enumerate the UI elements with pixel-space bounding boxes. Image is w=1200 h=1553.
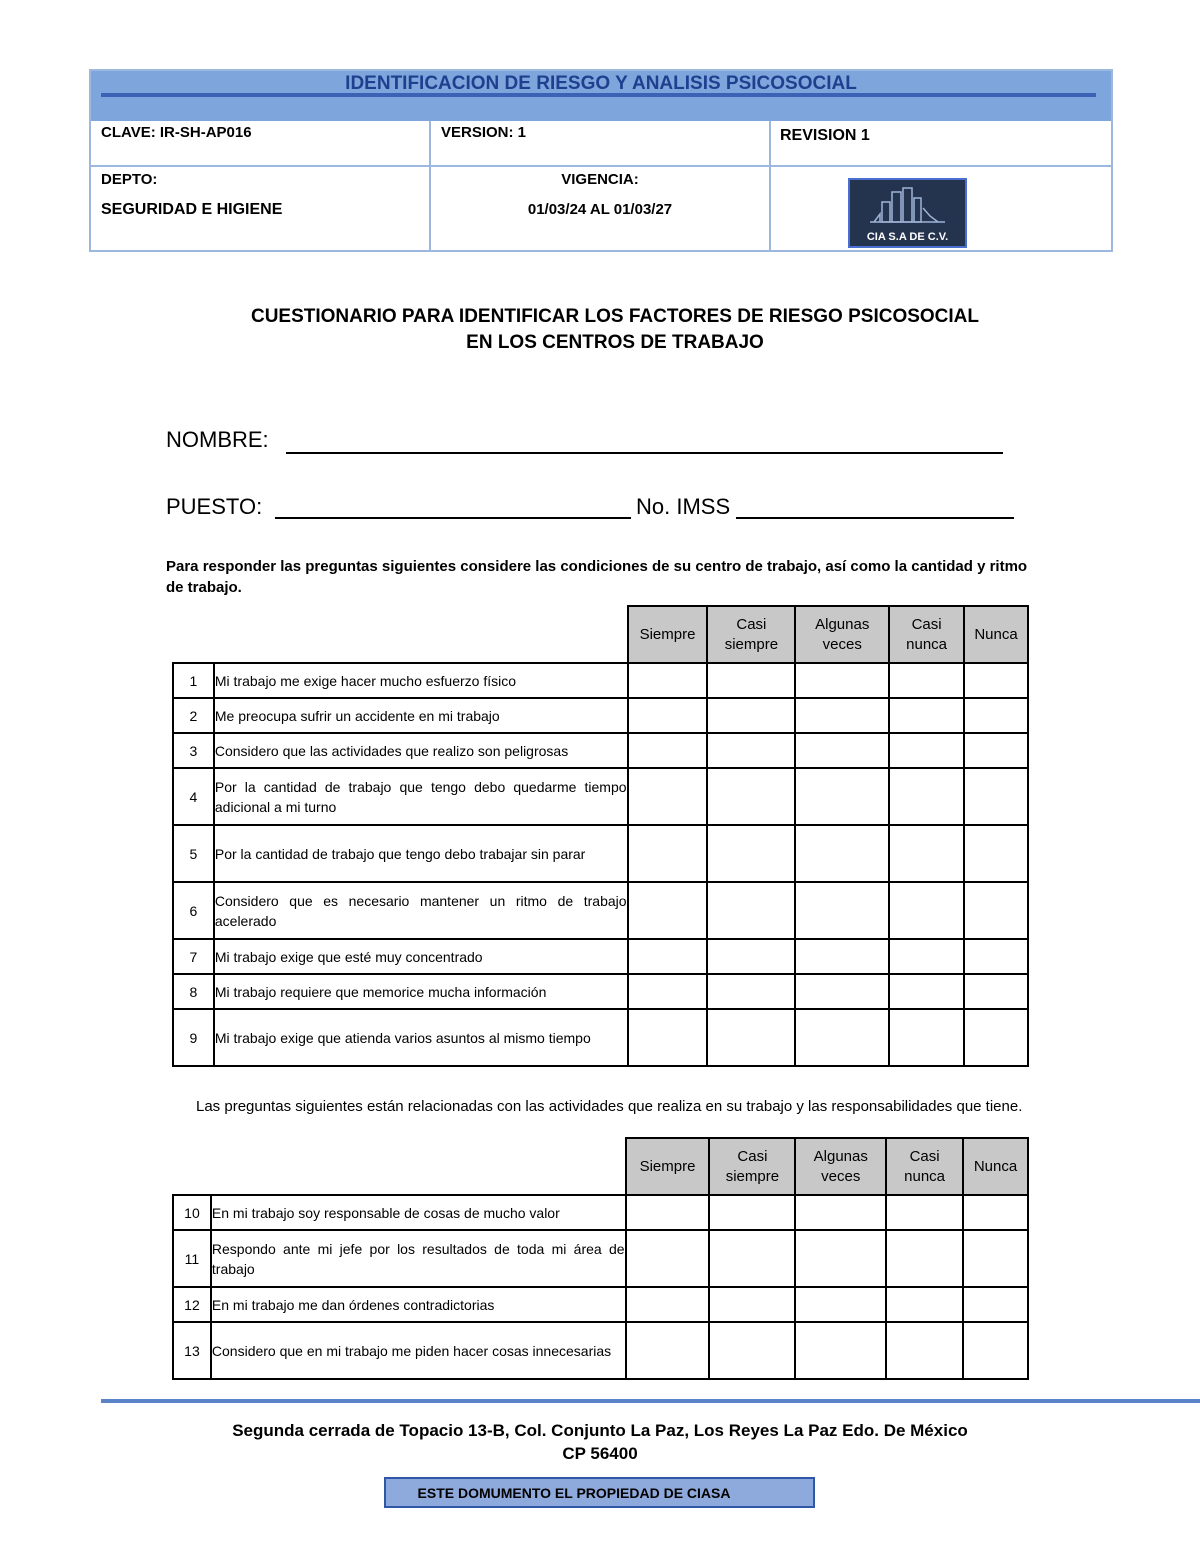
answer-nunca[interactable] <box>964 733 1028 768</box>
answer-nunca[interactable] <box>963 1230 1028 1287</box>
question-number: 12 <box>173 1287 211 1322</box>
nombre-label: NOMBRE: <box>166 427 269 452</box>
table-row <box>173 1287 1028 1322</box>
answer-casi-siempre[interactable] <box>707 768 795 825</box>
answer-nunca[interactable] <box>964 1009 1028 1066</box>
answer-algunas-veces[interactable] <box>795 939 889 974</box>
answer-casi-siempre[interactable] <box>707 882 795 939</box>
answer-algunas-veces[interactable] <box>795 1287 886 1322</box>
answer-siempre[interactable] <box>626 1322 710 1379</box>
col-casi-nunca: Casi nunca <box>886 1138 963 1195</box>
imss-field[interactable] <box>736 517 1014 519</box>
footer-address <box>170 1419 1030 1465</box>
question-text: Mi trabajo exige que esté muy concentrado <box>214 939 628 974</box>
answer-casi-siempre[interactable] <box>709 1322 795 1379</box>
question-text: En mi trabajo me dan órdenes contradictorias <box>211 1287 626 1322</box>
answer-casi-nunca[interactable] <box>889 698 964 733</box>
answer-casi-siempre[interactable] <box>709 1195 795 1230</box>
answer-casi-nunca[interactable] <box>886 1195 963 1230</box>
answer-siempre[interactable] <box>626 1195 710 1230</box>
answer-siempre[interactable] <box>626 1287 710 1322</box>
table-row <box>173 825 1028 882</box>
col-casi-nunca: Casi nunca <box>889 606 964 663</box>
table-row <box>173 733 1028 768</box>
col-nunca: Nunca <box>963 1138 1028 1195</box>
document-title-line2: EN LOS CENTROS DE TRABAJO <box>466 332 764 353</box>
question-number: 11 <box>173 1230 211 1287</box>
table-row <box>173 698 1028 733</box>
col-siempre: Siempre <box>626 1138 710 1195</box>
answer-siempre[interactable] <box>628 733 708 768</box>
answer-casi-siempre[interactable] <box>707 733 795 768</box>
answer-siempre[interactable] <box>626 1230 710 1287</box>
nombre-field[interactable] <box>286 452 1003 454</box>
answer-algunas-veces[interactable] <box>795 1009 889 1066</box>
answer-casi-siempre[interactable] <box>707 698 795 733</box>
answer-siempre[interactable] <box>628 939 708 974</box>
answer-algunas-veces[interactable] <box>795 1195 886 1230</box>
header-blank <box>173 1138 211 1195</box>
answer-casi-nunca[interactable] <box>889 663 964 698</box>
header-title: IDENTIFICACION DE RIESGO Y ANALISIS PSICOSOCIAL <box>345 73 857 94</box>
answer-algunas-veces[interactable] <box>795 1322 886 1379</box>
footer-rule <box>101 1399 1200 1403</box>
question-text: Mi trabajo requiere que memorice mucha información <box>214 974 628 1009</box>
answer-nunca[interactable] <box>964 663 1028 698</box>
answer-nunca[interactable] <box>963 1195 1028 1230</box>
question-text: Considero que es necesario mantener un ritmo de trabajo acelerado <box>214 882 628 939</box>
col-algunas-veces: Algunas veces <box>795 1138 886 1195</box>
footer-address-line2: CP 56400 <box>562 1444 638 1463</box>
imss-label: No. IMSS <box>636 494 731 519</box>
question-text: Por la cantidad de trabajo que tengo debo trabajar sin parar <box>214 825 628 882</box>
col-siempre: Siempre <box>628 606 708 663</box>
answer-algunas-veces[interactable] <box>795 698 889 733</box>
question-text: Respondo ante mi jefe por los resultados de toda mi área de trabajo <box>211 1230 626 1287</box>
answer-casi-nunca[interactable] <box>889 733 964 768</box>
question-number: 8 <box>173 974 214 1009</box>
table-row <box>173 1009 1028 1066</box>
answer-siempre[interactable] <box>628 698 708 733</box>
table-row <box>173 1195 1028 1230</box>
answer-siempre[interactable] <box>628 663 708 698</box>
answer-casi-siempre[interactable] <box>707 939 795 974</box>
answer-casi-nunca[interactable] <box>886 1230 963 1287</box>
answer-nunca[interactable] <box>963 1322 1028 1379</box>
table-row <box>173 663 1028 698</box>
question-text: Me preocupa sufrir un accidente en mi trabajo <box>214 698 628 733</box>
revision-cell <box>771 121 1111 167</box>
question-text: Considero que en mi trabajo me piden hacer cosas innecesarias <box>211 1322 626 1379</box>
answer-nunca[interactable] <box>964 698 1028 733</box>
question-text: Mi trabajo exige que atienda varios asuntos al mismo tiempo <box>214 1009 628 1066</box>
answer-algunas-veces[interactable] <box>795 768 889 825</box>
col-algunas-veces: Algunas veces <box>795 606 889 663</box>
question-number: 2 <box>173 698 214 733</box>
answer-nunca[interactable] <box>964 768 1028 825</box>
answer-casi-nunca[interactable] <box>886 1322 963 1379</box>
depto-value: SEGURIDAD E HIGIENE <box>101 201 283 218</box>
answer-casi-nunca[interactable] <box>889 974 964 1009</box>
question-text: Por la cantidad de trabajo que tengo debo quedarme tiempo adicional a mi turno <box>214 768 628 825</box>
answer-casi-nunca[interactable] <box>889 768 964 825</box>
question-number: 4 <box>173 768 214 825</box>
answer-nunca[interactable] <box>964 974 1028 1009</box>
table-row <box>173 1230 1028 1287</box>
answer-algunas-veces[interactable] <box>795 663 889 698</box>
answer-nunca[interactable] <box>964 939 1028 974</box>
clave-cell <box>91 121 431 167</box>
answer-casi-siempre[interactable] <box>709 1230 795 1287</box>
answer-casi-nunca[interactable] <box>889 882 964 939</box>
col-casi-siempre: Casi siempre <box>707 606 795 663</box>
answer-casi-siempre[interactable] <box>707 974 795 1009</box>
answer-algunas-veces[interactable] <box>795 882 889 939</box>
answer-nunca[interactable] <box>963 1287 1028 1322</box>
col-nunca: Nunca <box>964 606 1028 663</box>
answer-casi-nunca[interactable] <box>889 825 964 882</box>
footer-address-line1: Segunda cerrada de Topacio 13-B, Col. Conjunto La Paz, Los Reyes La Paz Edo. De México <box>232 1421 968 1440</box>
answer-siempre[interactable] <box>628 882 708 939</box>
question-number: 5 <box>173 825 214 882</box>
instructions: Para responder las preguntas siguientes considere las condiciones de su centro de trabajo, así como la cantidad y ritmo de trabajo. <box>166 558 1028 596</box>
version-label: VERSION: 1 <box>441 124 527 141</box>
question-text: En mi trabajo soy responsable de cosas de mucho valor <box>211 1195 626 1230</box>
table-row <box>173 768 1028 825</box>
depto-label: DEPTO: <box>101 171 158 188</box>
answer-casi-siempre[interactable] <box>707 663 795 698</box>
vigencia-label: VIGENCIA: <box>561 171 639 188</box>
header-blank <box>173 606 214 663</box>
answer-casi-nunca[interactable] <box>889 1009 964 1066</box>
answer-siempre[interactable] <box>628 1009 708 1066</box>
depto-cell <box>91 167 431 250</box>
answer-algunas-veces[interactable] <box>795 1230 886 1287</box>
answer-algunas-veces[interactable] <box>795 974 889 1009</box>
answer-nunca[interactable] <box>964 825 1028 882</box>
answer-casi-nunca[interactable] <box>886 1287 963 1322</box>
section2-intro: Las preguntas siguientes están relacionadas con las actividades que realiza en su trabajo y las responsabilidades que tiene. <box>196 1098 1023 1115</box>
answer-algunas-veces[interactable] <box>795 733 889 768</box>
table-row <box>173 939 1028 974</box>
header-blank <box>214 606 628 663</box>
questionnaire-table-2 <box>172 1137 1029 1380</box>
property-notice-text: ESTE DOMUMENTO EL PROPIEDAD DE CIASA <box>417 1485 731 1501</box>
revision-label: REVISION 1 <box>780 127 870 144</box>
answer-nunca[interactable] <box>964 882 1028 939</box>
answer-siempre[interactable] <box>628 974 708 1009</box>
answer-siempre[interactable] <box>628 768 708 825</box>
vigencia-cell <box>431 167 771 250</box>
question-text: Mi trabajo me exige hacer mucho esfuerzo físico <box>214 663 628 698</box>
question-text: Considero que las actividades que realizo son peligrosas <box>214 733 628 768</box>
answer-siempre[interactable] <box>628 825 708 882</box>
question-number: 1 <box>173 663 214 698</box>
questionnaire-table-1 <box>172 605 1029 1067</box>
question-number: 6 <box>173 882 214 939</box>
question-number: 9 <box>173 1009 214 1066</box>
clave-label: CLAVE: IR-SH-AP016 <box>101 124 252 141</box>
answer-casi-siempre[interactable] <box>707 1009 795 1066</box>
header-blank <box>211 1138 626 1195</box>
table-row <box>173 974 1028 1009</box>
table-row <box>173 1322 1028 1379</box>
question-number: 10 <box>173 1195 211 1230</box>
col-casi-siempre: Casi siempre <box>709 1138 795 1195</box>
answer-casi-siempre[interactable] <box>709 1287 795 1322</box>
question-number: 7 <box>173 939 214 974</box>
puesto-label: PUESTO: <box>166 494 263 519</box>
answer-casi-siempre[interactable] <box>707 825 795 882</box>
table-row <box>173 882 1028 939</box>
puesto-field[interactable] <box>275 517 631 519</box>
document-title-line1: CUESTIONARIO PARA IDENTIFICAR LOS FACTORES DE RIESGO PSICOSOCIAL <box>250 306 980 327</box>
answer-casi-nunca[interactable] <box>889 939 964 974</box>
version-cell <box>431 121 771 167</box>
question-number: 3 <box>173 733 214 768</box>
vigencia-value: 01/03/24 AL 01/03/27 <box>527 201 673 218</box>
question-number: 13 <box>173 1322 211 1379</box>
logo-text: CIA S.A DE C.V. <box>866 231 949 243</box>
answer-algunas-veces[interactable] <box>795 825 889 882</box>
